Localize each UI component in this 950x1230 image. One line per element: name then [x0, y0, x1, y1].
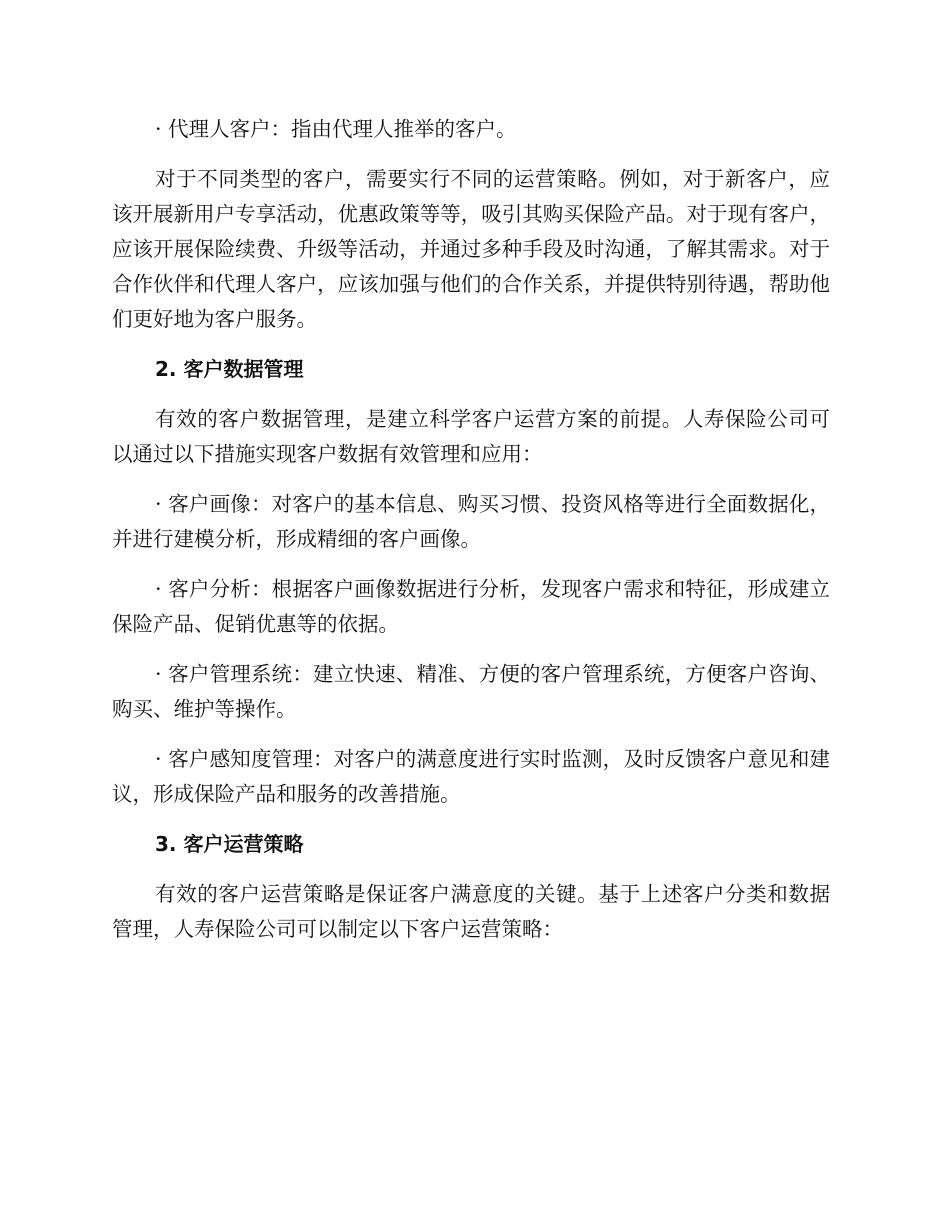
bullet-customer-management-system: · 客户管理系统：建立快速、精准、方便的客户管理系统，方便客户咨询、购买、维护等操作。	[112, 662, 830, 721]
paragraph-data-management-intro: 有效的客户数据管理，是建立科学客户运营方案的前提。人寿保险公司可以通过以下措施实现客户数据有效管理和应用：	[112, 407, 830, 466]
spacer	[112, 642, 830, 657]
spacer	[112, 812, 830, 827]
document-page	[112, 112, 830, 947]
spacer	[112, 147, 830, 162]
paragraph-operation-strategy-intro: 有效的客户运营策略是保证客户满意度的关键。基于上述客户分类和数据管理，人寿保险公司可以制定以下客户运营策略：	[112, 882, 830, 941]
bullet-customer-analysis: · 客户分析：根据客户画像数据进行分析，发现客户需求和特征，形成建立保险产品、促销优惠等的依据。	[112, 577, 830, 636]
section-heading-data-management: 2. 客户数据管理	[155, 357, 304, 381]
bullet-customer-profile: · 客户画像：对客户的基本信息、购买习惯、投资风格等进行全面数据化，并进行建模分析，形成精细的客户画像。	[112, 492, 830, 551]
paragraph-operation-strategy: 对于不同类型的客户，需要实行不同的运营策略。例如，对于新客户，应该开展新用户专享活动，优惠政策等等，吸引其购买保险产品。对于现有客户，应该开展保险续费、升级等活动，并通过多种手段及时沟通，了解其需求。对于合作伙伴和代理人客户，应该加强与他们的合作关系，并提供特别待遇，帮助他们更好地为客户服务。	[112, 167, 830, 331]
spacer	[112, 472, 830, 487]
spacer	[112, 727, 830, 742]
bullet-customer-perception: · 客户感知度管理：对客户的满意度进行实时监测，及时反馈客户意见和建议，形成保险产品和服务的改善措施。	[112, 747, 830, 806]
spacer	[112, 557, 830, 572]
spacer	[112, 337, 830, 352]
bullet-agent-customer: · 代理人客户：指由代理人推举的客户。	[155, 117, 517, 141]
section-heading-operation-strategy: 3. 客户运营策略	[155, 832, 304, 856]
spacer	[112, 387, 830, 402]
spacer	[112, 862, 830, 877]
